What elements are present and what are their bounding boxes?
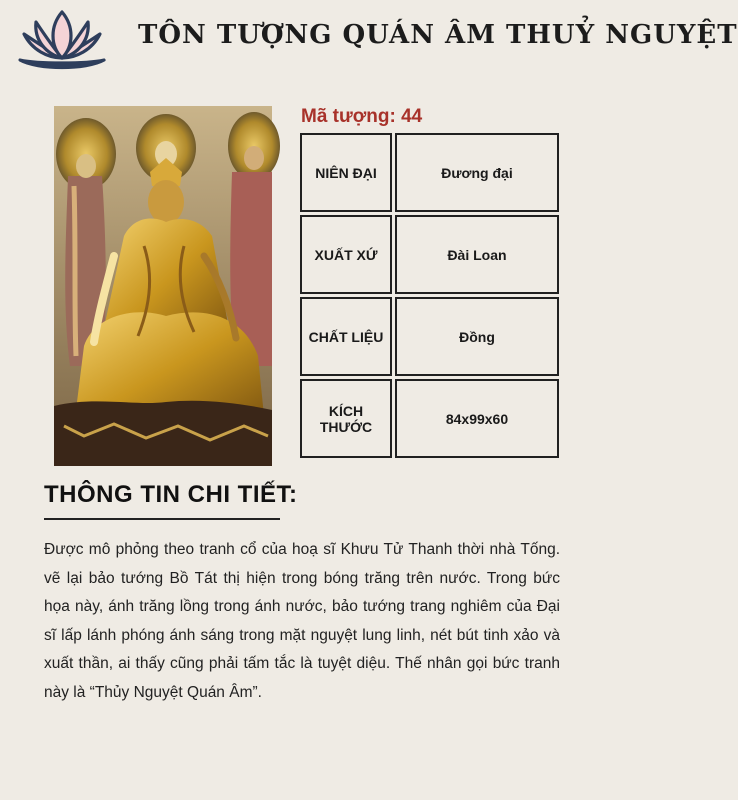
statue-photo xyxy=(54,106,272,466)
details-heading: THÔNG TIN CHI TIẾT: xyxy=(44,481,298,508)
spec-label-origin: XUẤT XỨ xyxy=(300,215,392,294)
spec-value-material: Đồng xyxy=(395,297,559,376)
spec-value-origin: Đài Loan xyxy=(395,215,559,294)
spec-table xyxy=(300,133,560,456)
spec-label-era: NIÊN ĐẠI xyxy=(300,133,392,212)
statue-code: Mã tượng: 44 xyxy=(301,106,423,127)
heading-underline xyxy=(44,518,280,520)
spec-label-material: CHẤT LIỆU xyxy=(300,297,392,376)
page-title: TÔN TƯỢNG QUÁN ÂM THUỶ NGUYỆT xyxy=(138,20,738,50)
details-text: Được mô phỏng theo tranh cổ của hoạ sĩ Khưu Tử Thanh thời nhà Tống. vẽ lại bảo tướng Bồ Tát thị hiện trong bóng trăng trên nước. Trong bức họa này, ánh trăng lồng trong ánh nước, bảo tướng trang nghiêm của Đại sĩ lấp lánh phóng ánh sáng trong mặt nguyệt lung linh, nét bút tinh xảo và xuất thần, ai thấy cũng phải tấm tắc là tuyệt diệu. Thế nhân gọi bức tranh này là “Thủy Nguyệt Quán Âm”. xyxy=(44,541,560,701)
spec-value-era: Đương đại xyxy=(395,133,559,212)
spec-value-size: 84x99x60 xyxy=(395,379,559,458)
lotus-icon xyxy=(14,8,110,70)
spec-label-size: KÍCH THƯỚC xyxy=(300,379,392,458)
